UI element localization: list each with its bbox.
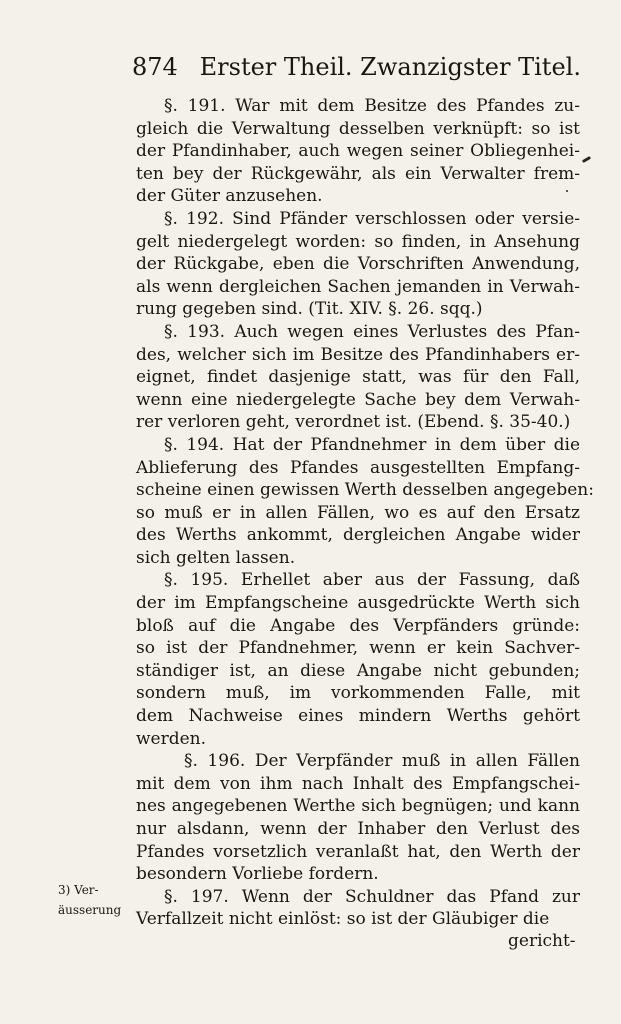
margin-note-line: 3) Ver- (58, 883, 99, 897)
text-line: bloß auf die Angabe des Verpfänders gründe: (136, 615, 580, 636)
text-line: des, welcher sich im Besitze des Pfandinhabers er- (136, 344, 580, 365)
margin-note (58, 880, 132, 920)
text-line: rer verloren geht, verordnet ist. (Ebend. §. 35-40.) (136, 412, 571, 433)
text-line: sondern muß, im vorkommenden Falle, mit (136, 683, 580, 704)
text-line: nes angegebenen Werthe sich begnügen; und kann (136, 796, 580, 817)
text-line: besondern Vorliebe fordern. (136, 864, 379, 885)
ink-mark (566, 190, 568, 192)
text-line: Ablieferung des Pfandes ausgestellten Empfang- (136, 457, 580, 478)
catchword: gericht- (508, 931, 576, 951)
text-line: mit dem von ihm nach Inhalt des Empfangschei- (136, 773, 580, 794)
text-line: der Pfandinhaber, auch wegen seiner Obliegenhei- (136, 141, 580, 162)
text-line: so ist der Pfandnehmer, wenn er kein Sachver- (136, 638, 580, 659)
text-line: §. 195. Erhellet aber aus der Fassung, daß (164, 570, 580, 591)
text-line: nur alsdann, wenn der Inhaber den Verlust des (136, 819, 580, 839)
text-line: wenn eine niedergelegte Sache bey dem Verwah- (136, 389, 580, 410)
text-line: des Werths ankommt, dergleichen Angabe wider (136, 525, 580, 546)
text-line: §. 194. Hat der Pfandnehmer in dem über die (164, 434, 580, 455)
text-line: Pfandes vorsetzlich veranlaßt hat, den Werth der (136, 841, 580, 862)
text-line: gleich die Verwaltung desselben verknüpft: so ist (136, 118, 580, 139)
text-line: scheine einen gewissen Werth desselben angegeben: (136, 480, 594, 501)
text-line: der im Empfangscheine ausgedrückte Werth sich (136, 593, 580, 614)
text-line: als wenn dergleichen Sachen jemanden in Verwah- (136, 276, 580, 297)
text-line: der Güter anzusehen. (136, 186, 323, 207)
text-line: so muß er in allen Fällen, wo es auf den Ersatz (136, 502, 580, 523)
text-line: §. 196. Der Verpfänder muß in allen Fällen (184, 751, 580, 772)
page-header (132, 52, 581, 82)
text-line: §. 192. Sind Pfänder verschlossen oder versie- (164, 208, 580, 229)
text-line: §. 197. Wenn der Schuldner das Pfand zur (164, 886, 580, 907)
text-line: der Rückgabe, eben die Vorschriften Anwendung, (136, 254, 580, 275)
ink-mark (582, 156, 591, 163)
body-text (136, 95, 594, 931)
running-title: Erster Theil. Zwanzigster Titel. (199, 53, 581, 81)
text-line: §. 193. Auch wegen eines Verlustes des Pfan- (164, 321, 580, 342)
text-line: Verfallzeit nicht einlöst: so ist der Gläubiger die (136, 909, 550, 930)
page-number: 874 (132, 53, 178, 81)
text-line: ständiger ist, an diese Angabe nicht gebunden; (136, 660, 580, 681)
text-line: eignet, findet dasjenige statt, was für den Fall, (136, 367, 580, 388)
text-line: gelt niedergelegt worden: so finden, in Ansehung (136, 231, 580, 252)
text-line: ten bey der Rückgewähr, als ein Verwalter frem- (136, 163, 580, 184)
text-line: sich gelten lassen. (136, 547, 296, 568)
margin-note-line: äusserung (58, 903, 122, 917)
text-line: rung gegeben sind. (Tit. XIV. §. 26. sqq.) (136, 299, 483, 320)
text-line: werden. (136, 728, 207, 749)
text-line: §. 191. War mit dem Besitze des Pfandes zu- (164, 96, 580, 116)
text-line: dem Nachweise eines mindern Werths gehört (136, 706, 580, 727)
